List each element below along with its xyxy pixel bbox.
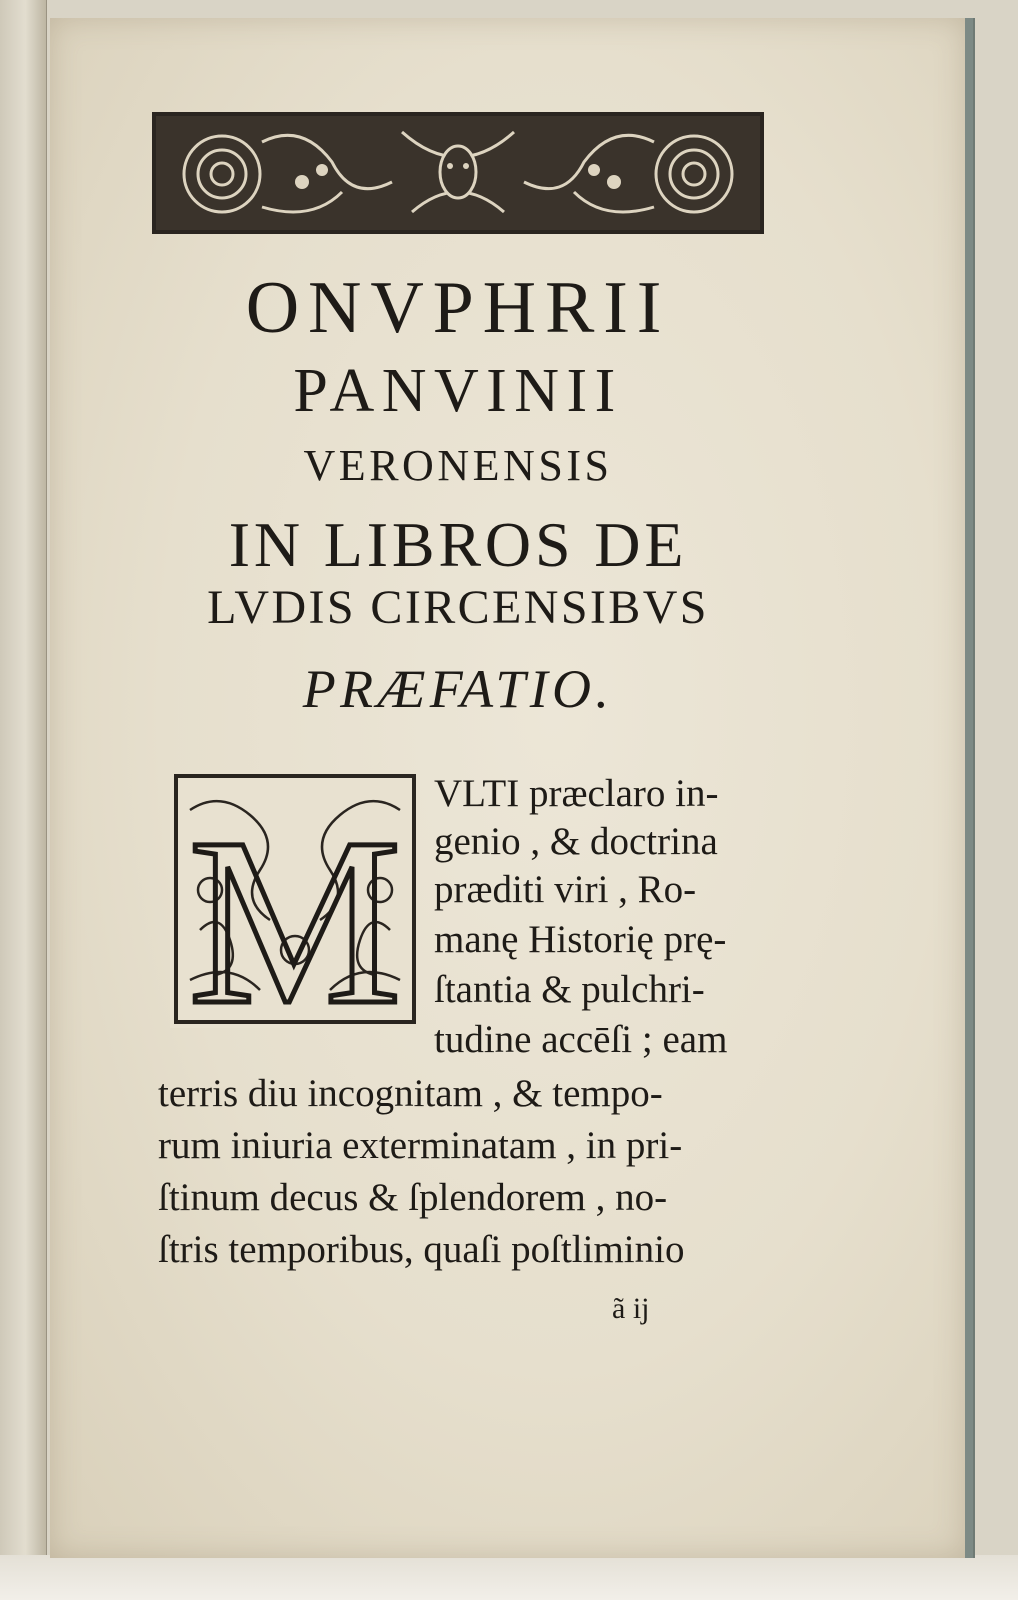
body-line: genio , & doctrina — [434, 820, 718, 863]
body-line: rum iniuria exterminatam , in pri- — [158, 1124, 683, 1167]
body-line: terris diu incognitam , & tempo- — [158, 1072, 663, 1115]
background-surface — [0, 1555, 1018, 1600]
body-line: ſtris temporibus, quaſi poſtliminio — [158, 1228, 685, 1271]
body-line: manę Historię prę- — [434, 918, 727, 961]
title-line-author-first: ONVPHRII — [245, 267, 671, 349]
body-line: præditi viri , Ro- — [434, 868, 697, 911]
title-line-subject: IN LIBROS DE — [228, 509, 688, 580]
ornamental-headpiece — [152, 112, 764, 234]
body-line: VLTI præclaro in- — [434, 772, 719, 815]
decorated-initial — [170, 770, 420, 1028]
section-heading-praefatio: PRÆFATIO. — [302, 659, 614, 719]
title-line-origin: VERONENSIS — [303, 441, 613, 490]
title-line-author-last: PANVINII — [293, 357, 623, 425]
book-cover-edge — [0, 0, 47, 1600]
title-line-subject-cont: LVDIS CIRCENSIBVS — [207, 581, 709, 634]
initial-letter: M — [188, 788, 402, 1028]
body-line: ſtantia & pulchri- — [434, 968, 705, 1011]
body-line: tudine accēſi ; eam — [434, 1018, 728, 1061]
body-line: ſtinum decus & ſplendorem , no- — [158, 1176, 668, 1219]
page-signature: ã ij — [612, 1292, 650, 1325]
